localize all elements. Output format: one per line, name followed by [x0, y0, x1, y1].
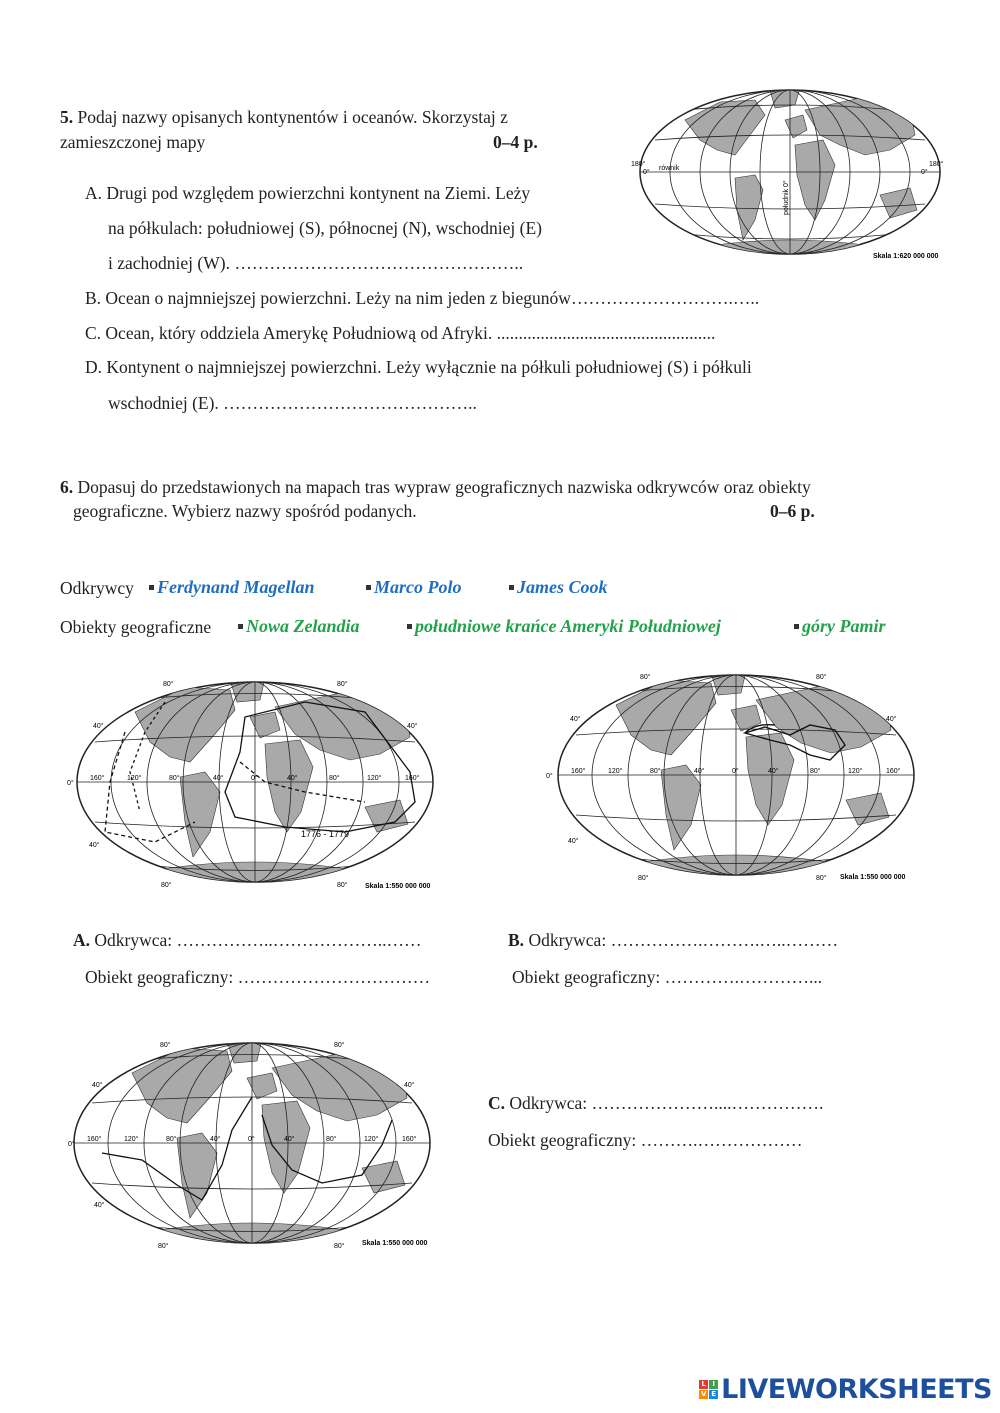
map-c-lat80s: 80° [158, 1243, 169, 1250]
q5-item-a-line3[interactable]: i zachodniej (W). ………………………………………….. [108, 253, 524, 273]
bullet-icon [366, 585, 371, 590]
map-a-lon-8: 160° [405, 775, 420, 782]
q5-item-d-line2[interactable]: wschodniej (E). …………………………………….. [108, 393, 477, 413]
map-a-lon-0: 160° [90, 775, 105, 782]
map-a-lon-5: 40° [287, 775, 298, 782]
map-b-lon-5: 40° [768, 768, 779, 775]
q5-map-scale: Skala 1:620 000 000 [873, 253, 939, 260]
map-c-lat80n-r: 80° [334, 1042, 345, 1049]
map-b-lat40s: 40° [568, 838, 579, 845]
map-c-lon-4: 0° [248, 1136, 255, 1143]
q5-item-a-line2: na półkulach: południowej (S), północnej (N), wschodniej (E) [108, 218, 542, 238]
map-a-lon-3: 40° [213, 775, 224, 782]
answer-c-letter: C. [488, 1093, 506, 1113]
map-c-route [62, 1035, 447, 1257]
map-a-lat80n-r: 80° [337, 681, 348, 688]
map-a-scale: Skala 1:550 000 000 [365, 883, 431, 890]
answer-b-explorer-text: Odkrywca: …………….……….…..……… [528, 930, 839, 950]
logo-mark-icon [699, 1380, 718, 1399]
q5-label-lon-right: 180° [929, 161, 944, 168]
map-b-lat80n-r: 80° [816, 674, 827, 681]
logo-letter-v: V [700, 1390, 707, 1398]
map-b-lon-2: 80° [650, 768, 661, 775]
map-c-lon-8: 160° [402, 1136, 417, 1143]
map-a-lon-7: 120° [367, 775, 382, 782]
logo-letter-i: I [709, 1380, 718, 1389]
logo-letter-e: E [709, 1390, 718, 1399]
map-c-lat40n: 40° [92, 1082, 103, 1089]
map-b-route [540, 665, 925, 887]
cook-years: 1776 - 1779 [301, 829, 350, 839]
map-a-lat80n: 80° [163, 681, 174, 688]
map-b-equator: 0° [546, 773, 553, 780]
answer-c-object[interactable]: Obiekt geograficzny: ……….……………… [488, 1130, 803, 1150]
map-c-lat80s-r: 80° [334, 1243, 345, 1250]
logo-text: LIVEWORKSHEETS [721, 1374, 992, 1405]
explorers-label: Odkrywcy [60, 578, 134, 598]
q6-number: 6. [60, 477, 74, 497]
q5-item-a-line1: A. Drugi pod względem powierzchni kontynent na Ziemi. Leży [85, 183, 531, 203]
map-a-lon-4: 0° [251, 775, 258, 782]
map-a-lat80s-r: 80° [337, 882, 348, 889]
answer-b-explorer[interactable] [508, 930, 838, 951]
q5-item-c[interactable]: C. Ocean, który oddziela Amerykę Południową od Afryki. .................................................. [85, 323, 716, 343]
object-nowa-zelandia[interactable]: Nowa Zelandia [234, 616, 360, 637]
map-b-lon-8: 160° [886, 768, 901, 775]
explorer-james-cook[interactable]: James Cook [505, 577, 608, 598]
map-c-lon-0: 160° [87, 1136, 102, 1143]
map-b-lon-0: 160° [571, 768, 586, 775]
bullet-icon [149, 585, 154, 590]
map-c-lon-5: 40° [284, 1136, 295, 1143]
map-b-lon-4: 0° [732, 768, 739, 775]
q5-label-equator: równik [659, 165, 680, 172]
map-a-route [65, 672, 450, 894]
explorer-magellan[interactable]: Ferdynand Magellan [145, 577, 315, 598]
map-b-lat40n-r: 40° [886, 716, 897, 723]
map-b-lat80n: 80° [640, 674, 651, 681]
objects-label: Obiekty geograficzne [60, 617, 212, 637]
answer-b-object[interactable]: Obiekt geograficzny: ………….…………... [512, 967, 823, 987]
bullet-icon [238, 624, 243, 629]
q6-prompt-text: Dopasuj do przedstawionych na mapach tras wypraw geograficznych nazwiska odkrywców oraz obiekty [77, 477, 811, 497]
map-c-lat40s: 40° [94, 1202, 105, 1209]
map-a-lon-1: 120° [127, 775, 142, 782]
map-a-lat80s: 80° [161, 882, 172, 889]
q5-points: 0–4 p. [493, 132, 538, 152]
map-a-equator: 0° [67, 780, 74, 787]
map-a-lon-6: 80° [329, 775, 340, 782]
q5-prompt-line1 [60, 107, 508, 128]
map-b-lat80s: 80° [638, 875, 649, 882]
q5-world-map [625, 80, 960, 265]
q5-prompt-text: Podaj nazwy opisanych kontynentów i oceanów. Skorzystaj z [77, 107, 508, 127]
answer-a-letter: A. [73, 930, 91, 950]
map-a-lon-2: 80° [169, 775, 180, 782]
map-a-lat40n-r: 40° [407, 723, 418, 730]
map-b-lat40n: 40° [570, 716, 581, 723]
map-b-lon-6: 80° [810, 768, 821, 775]
map-c-lon-7: 120° [364, 1136, 379, 1143]
q5-number: 5. [60, 107, 74, 127]
object-poludniowe-kance[interactable]: południowe krańce Ameryki Południowej [403, 616, 721, 637]
map-c-lat80n: 80° [160, 1042, 171, 1049]
answer-a-explorer[interactable] [73, 930, 422, 951]
map-c-equator: 0° [68, 1141, 75, 1148]
q6-prompt-line2: geograficzne. Wybierz nazwy spośród podanych. [73, 501, 417, 521]
q5-item-d-line1: D. Kontynent o najmniejszej powierzchni. Leży wyłącznie na półkuli południowej (S) i półkuli [85, 357, 752, 377]
q5-label-meridian: południk 0° [783, 180, 790, 215]
q6-points: 0–6 p. [770, 501, 815, 521]
map-b-lat80s-r: 80° [816, 875, 827, 882]
logo-letter-l: L [699, 1380, 708, 1389]
map-b-lon-3: 40° [694, 768, 705, 775]
map-c-lat40n-r: 40° [404, 1082, 415, 1089]
map-c-lon-3: 40° [210, 1136, 221, 1143]
q5-label-lon-left: 180° [631, 161, 646, 168]
liveworksheets-logo[interactable] [699, 1374, 992, 1405]
q5-item-b[interactable]: B. Ocean o najmniejszej powierzchni. Leży na nim jeden z biegunów……………………….….. [85, 288, 760, 308]
bullet-icon [509, 585, 514, 590]
explorer-marco-polo[interactable]: Marco Polo [362, 577, 462, 598]
map-a-lat40s: 40° [89, 842, 100, 849]
q5-label-zero-left: 0° [643, 169, 650, 176]
q6-prompt-line1 [60, 477, 811, 498]
map-b-scale: Skala 1:550 000 000 [840, 874, 906, 881]
bullet-icon [407, 624, 412, 629]
answer-a-object[interactable]: Obiekt geograficzny: …………………………… [85, 967, 431, 987]
map-c-scale: Skala 1:550 000 000 [362, 1240, 428, 1247]
map-b-lon-1: 120° [608, 768, 623, 775]
map-c-lon-1: 120° [124, 1136, 139, 1143]
q5-prompt-line2: zamieszczonej mapy [60, 132, 206, 152]
answer-c-explorer-text: Odkrywca: …………………....……………. [509, 1093, 824, 1113]
bullet-icon [794, 624, 799, 629]
map-c-lon-2: 80° [166, 1136, 177, 1143]
answer-c-explorer[interactable] [488, 1093, 823, 1114]
object-gory-pamir[interactable]: góry Pamir [790, 616, 886, 637]
answer-b-letter: B. [508, 930, 525, 950]
map-c-lon-6: 80° [326, 1136, 337, 1143]
answer-a-explorer-text: Odkrywca: ……………..………………..…… [94, 930, 422, 950]
map-b-lon-7: 120° [848, 768, 863, 775]
map-a-lat40n: 40° [93, 723, 104, 730]
q5-label-zero-right: 0° [921, 169, 928, 176]
